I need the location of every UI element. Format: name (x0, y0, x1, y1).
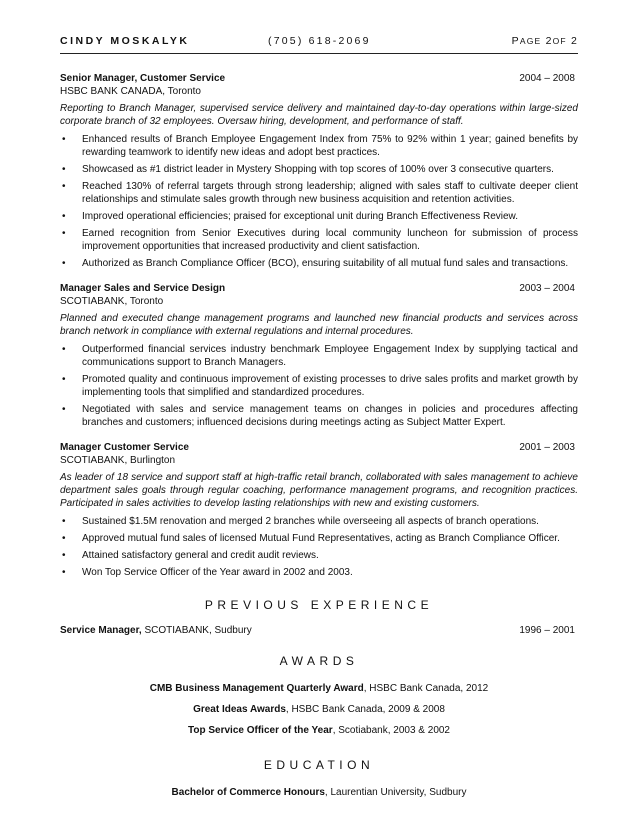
education-heading: EDUCATION (263, 758, 375, 772)
job-entry (60, 441, 578, 579)
job-header (60, 441, 578, 454)
job-entry (60, 282, 578, 429)
phone-number: (705) 618-2069 (268, 35, 371, 47)
degree-detail: , Laurentian University, Sudbury (324, 787, 467, 798)
header-rule (60, 53, 578, 54)
achievement-item: • Won Top Service Officer of the Year award in 2002 and 2003. (60, 566, 578, 579)
resume-content (60, 72, 578, 807)
achievement-item: • Showcased as #1 district leader in Mystery Shopping with top scores of 100% over 3 consecutive quarters. (60, 163, 578, 176)
page-prefix-rest: AGE (519, 36, 542, 46)
company-location: , Toronto (124, 296, 164, 307)
degree-name: Bachelor of Commerce Honours (171, 787, 325, 798)
previous-job (60, 624, 578, 637)
candidate-name: CINDY MOSKALYK (60, 35, 190, 47)
job-description: Planned and executed change management programs and launched new financial products and services across branch network in compliance with external regulations and internal procedures. (60, 313, 578, 337)
company-location: , Burlington (124, 455, 176, 466)
job-company (60, 85, 578, 98)
award-item (60, 682, 578, 695)
award-detail: , HSBC Bank Canada, 2012 (363, 683, 489, 694)
achievement-item: • Earned recognition from Senior Executives during local community luncheon for submission of process improvement opportunities that increased productivity and client satisfaction. (60, 227, 578, 253)
achievement-item: • Attained satisfactory general and credit audit reviews. (60, 549, 578, 562)
achievement-item: • Outperformed financial services industry benchmark Employee Engagement Index by supplying tactical and communications support to Branch Managers. (60, 343, 578, 369)
job-dates: 2001 – 2003 (519, 442, 575, 453)
job-dates: 2004 – 2008 (519, 73, 575, 84)
previous-job-dates: 1996 – 2001 (519, 625, 575, 636)
award-name: CMB Business Management Quarterly Award (149, 683, 364, 694)
previous-experience-heading: PREVIOUS EXPERIENCE (204, 598, 434, 612)
page-total: 2 (570, 35, 578, 47)
page-current: 2 (545, 35, 553, 47)
achievement-item: • Enhanced results of Branch Employee Engagement Index from 75% to 92% within 1 year; gained benefits by rewarding teamwork to identify new ideas and adopt best practices. (60, 133, 578, 159)
education-section (60, 759, 578, 799)
previous-experience-section (60, 599, 578, 637)
company-name: SCOTIABANK (60, 455, 125, 466)
awards-heading: AWARDS (279, 654, 359, 668)
achievement-list (60, 343, 578, 429)
award-name: Top Service Officer of the Year (188, 725, 333, 736)
job-company (60, 295, 578, 308)
previous-job-line (60, 625, 252, 636)
award-item (60, 703, 578, 716)
job-title: Senior Manager, Customer Service (60, 73, 226, 84)
awards-section (60, 655, 578, 737)
job-description: Reporting to Branch Manager, supervised service delivery and maintained day-to-day operations within large-sized corporate branch of 32 employees. Oversaw hiring, development, and performance of staff. (60, 103, 578, 127)
achievement-item: • Reached 130% of referral targets through strong leadership; aligned with sales staff to cultivate deeper client relationships and stimulate sales growth through new business acquisition and retention activities. (60, 180, 578, 206)
company-location: , Toronto (162, 86, 201, 97)
education-item (60, 786, 578, 799)
achievement-item: • Sustained $1.5M renovation and merged 2 branches while overseeing all aspects of branch operations. (60, 515, 578, 528)
company-name: HSBC BANK CANADA (60, 86, 163, 97)
job-entry (60, 72, 578, 270)
job-title: Manager Sales and Service Design (60, 283, 226, 294)
achievement-item: • Promoted quality and continuous improvement of existing processes to drive sales profits and market growth by implementing tools that simplified and standardized procedures. (60, 373, 578, 399)
previous-job-company: SCOTIABANK, Sudbury (141, 625, 252, 636)
page-number (512, 35, 578, 47)
award-detail: , HSBC Bank Canada, 2009 & 2008 (285, 704, 445, 715)
page-header (60, 35, 578, 53)
page-of: OF (552, 36, 567, 46)
award-item (60, 724, 578, 737)
achievement-item: • Approved mutual fund sales of licensed Mutual Fund Representatives, acting as Branch Compliance Officer. (60, 532, 578, 545)
achievement-item: • Negotiated with sales and service management teams on changes in policies and procedures affecting branches and customers; influenced decisions during meetings acting as Subject Matter Expert. (60, 403, 578, 429)
job-header (60, 282, 578, 295)
achievement-item: • Authorized as Branch Compliance Officer (BCO), ensuring suitability of all mutual fund sales and transactions. (60, 257, 578, 270)
job-dates: 2003 – 2004 (519, 283, 575, 294)
page-prefix-cap: P (511, 35, 520, 47)
achievement-item: • Improved operational efficiencies; praised for exceptional unit during Branch Effectiveness Review. (60, 210, 578, 223)
award-detail: , Scotiabank, 2003 & 2002 (332, 725, 450, 736)
job-header (60, 72, 578, 85)
achievement-list (60, 515, 578, 579)
previous-job-title: Service Manager, (60, 625, 142, 636)
award-name: Great Ideas Awards (193, 704, 286, 715)
job-description: As leader of 18 service and support staff at high-traffic retail branch, collaborated with sales management to achieve department sales goals through regular coaching, performance management programs, and recognition practices. Participated in sales activities to develop lasting relationships with new and existing customers. (60, 472, 578, 509)
achievement-list (60, 133, 578, 270)
job-company (60, 454, 578, 467)
job-title: Manager Customer Service (60, 442, 189, 453)
company-name: SCOTIABANK (60, 296, 125, 307)
